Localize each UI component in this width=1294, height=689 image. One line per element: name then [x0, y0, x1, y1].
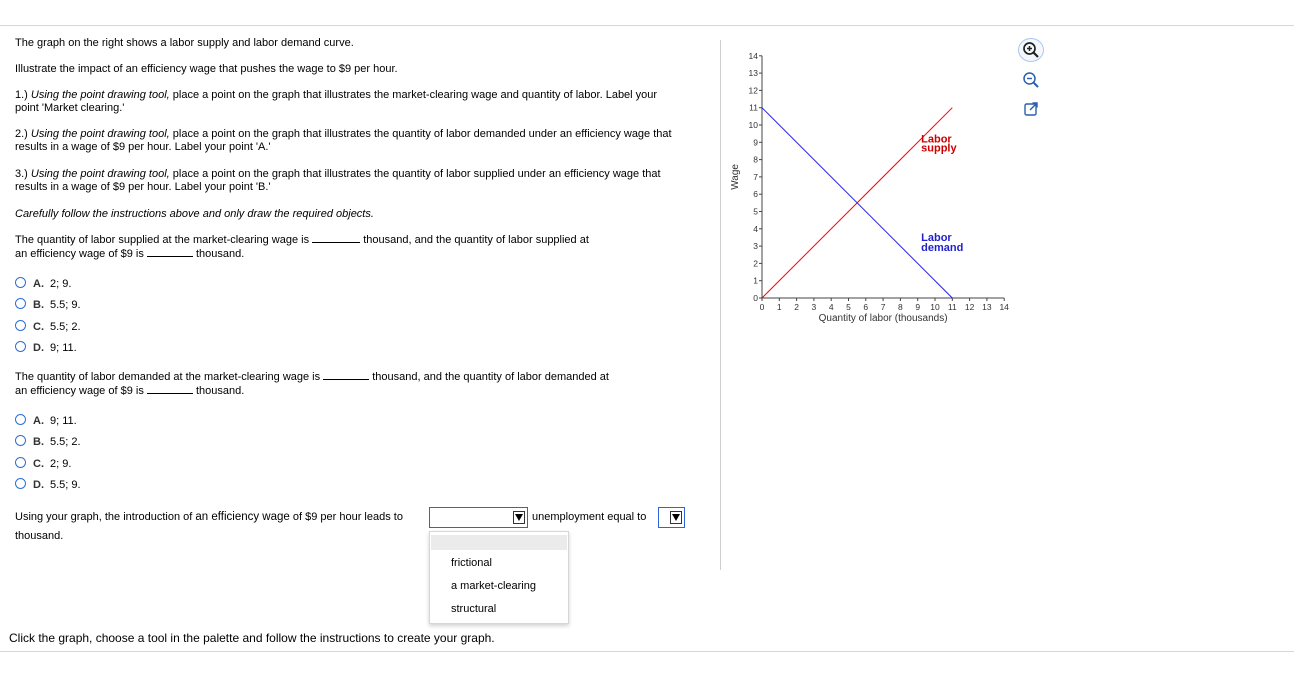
y-tick-label: 13	[748, 68, 758, 79]
step2-line2: results in a wage of $9 per hour. Label your point 'A.'	[15, 141, 271, 153]
q2-option-a-text: 9; 11.	[50, 415, 77, 427]
x-tick-label: 6	[863, 302, 869, 312]
step2-text	[15, 128, 672, 154]
radio-icon[interactable]	[15, 435, 26, 446]
x-tick-label: 9	[915, 302, 921, 312]
q1-option-c-text: 5.5; 2.	[50, 321, 81, 333]
q1-prompt	[15, 233, 589, 261]
x-tick-label: 12	[964, 302, 975, 312]
q1-line1a: The quantity of labor supplied at the market-clearing wage is	[15, 234, 310, 246]
q1-option-d[interactable]	[15, 341, 77, 355]
x-tick-label: 13	[982, 302, 992, 312]
q1-option-c[interactable]	[15, 320, 81, 334]
q1-line1b: thousand, and the quantity of labor supplied at	[363, 234, 589, 246]
y-tick-label: 12	[748, 85, 758, 96]
x-tick-label: 5	[846, 302, 851, 312]
step3-line1: place a point on the graph that illustrates the quantity of labor supplied under an efficiency wage that	[169, 168, 661, 180]
x-tick-label: 8	[898, 302, 903, 312]
q2-line1a: The quantity of labor demanded at the market-clearing wage is	[15, 371, 321, 383]
labor-supply-label-line2: supply	[921, 142, 957, 155]
radio-icon[interactable]	[15, 457, 26, 468]
q3-prefix-3: of $9 per hour leads to	[292, 511, 403, 523]
q2-line2a: an efficiency wage of $9 is	[15, 385, 144, 397]
external-link-icon	[1023, 101, 1039, 117]
q2-option-b[interactable]	[15, 435, 81, 449]
q1-blank-2	[147, 247, 193, 257]
careful-text: Carefully follow the instructions above and only draw the required objects.	[15, 208, 374, 220]
y-tick-label: 11	[749, 102, 758, 113]
q1-option-b-text: 5.5; 9.	[50, 299, 81, 311]
step1-tool: Using the point drawing tool,	[30, 89, 170, 101]
y-tick-label: 1	[753, 275, 758, 286]
q2-option-d-text: 5.5; 9.	[50, 479, 81, 491]
q3-prefix-2: an efficiency wage	[195, 511, 290, 523]
step1-line2: point 'Market clearing.'	[15, 102, 125, 114]
y-tick-label: 0	[753, 293, 758, 303]
step3-tool: Using the point drawing tool,	[30, 168, 170, 180]
q2-option-b-text: 5.5; 2.	[50, 436, 81, 448]
step1-num: 1.)	[15, 89, 31, 101]
labor-market-graph[interactable]	[725, 40, 1025, 340]
y-axis-title: Wage	[730, 164, 741, 190]
zoom-in-icon	[1022, 41, 1040, 59]
unemployment-type-dropdown	[429, 531, 569, 624]
q2-blank-1	[323, 370, 369, 380]
q1-option-a[interactable]	[15, 277, 71, 291]
q1-blank-1	[312, 233, 360, 243]
radio-icon[interactable]	[15, 478, 26, 489]
q2-line1b: thousand, and the quantity of labor demanded at	[372, 371, 609, 383]
unemployment-amount-select[interactable]	[658, 507, 685, 528]
q2-option-d-letter: D.	[33, 479, 44, 491]
dropdown-option-structural[interactable]: structural	[451, 603, 497, 615]
q3-prefix	[15, 511, 403, 524]
x-axis-title: Quantity of labor (thousands)	[818, 313, 948, 324]
q2-option-a[interactable]	[15, 414, 77, 428]
radio-icon[interactable]	[15, 320, 26, 331]
top-divider	[0, 25, 1294, 26]
dropdown-option-market-clearing[interactable]: a market-clearing	[451, 580, 536, 592]
q1-option-a-text: 2; 9.	[50, 278, 72, 290]
y-tick-label: 4	[753, 223, 758, 234]
graph-labels	[921, 133, 963, 254]
x-tick-label: 0	[759, 302, 765, 312]
panel-divider	[720, 40, 721, 570]
q1-line2a: an efficiency wage of $9 is	[15, 248, 144, 260]
intro-text: The graph on the right shows a labor supply and labor demand curve.	[15, 37, 354, 49]
step2-line1: place a point on the graph that illustrates the quantity of labor demanded under an efficiency wage that	[169, 128, 672, 140]
radio-icon[interactable]	[15, 414, 26, 425]
q2-option-c-text: 2; 9.	[50, 458, 72, 470]
q1-option-b[interactable]	[15, 298, 81, 312]
labor-demand-label-line1: Labor	[921, 231, 952, 244]
q3-middle: unemployment equal to	[532, 511, 647, 523]
labor-supply-label-line1: Labor	[921, 133, 952, 146]
radio-icon[interactable]	[15, 341, 26, 352]
step2-num: 2.)	[15, 128, 31, 140]
x-tick-label: 1	[776, 302, 782, 312]
chevron-down-icon[interactable]	[670, 511, 682, 524]
q1-option-c-letter: C.	[33, 321, 44, 333]
labor-demand-label-line2: demand	[921, 241, 964, 254]
y-tick-label: 2	[753, 258, 758, 269]
footer-instruction: Click the graph, choose a tool in the palette and follow the instructions to create your graph.	[9, 631, 495, 645]
q2-option-a-letter: A.	[33, 415, 44, 427]
step2-tool: Using the point drawing tool,	[30, 128, 170, 140]
step1-line1: place a point on the graph that illustrates the market-clearing wage and quantity of labor. Label your	[169, 89, 658, 101]
unemployment-type-select[interactable]	[429, 507, 528, 528]
step3-text	[15, 168, 661, 194]
q3-prefix-1: Using your graph, the introduction of	[15, 511, 193, 523]
q2-prompt	[15, 370, 609, 398]
y-tick-label: 8	[753, 154, 758, 165]
y-tick-label: 10	[748, 120, 758, 130]
step1-text	[15, 89, 657, 115]
q1-option-b-letter: B.	[33, 299, 44, 311]
q2-option-d[interactable]	[15, 478, 81, 492]
dropdown-option-frictional[interactable]: frictional	[451, 557, 492, 569]
y-tick-label: 14	[748, 50, 758, 61]
y-tick-label: 3	[753, 241, 758, 252]
x-tick-label: 14	[999, 302, 1009, 312]
radio-icon[interactable]	[15, 298, 26, 309]
bottom-divider	[0, 651, 1294, 652]
zoom-out-icon	[1022, 71, 1040, 89]
q1-option-a-letter: A.	[33, 278, 44, 290]
zoom-in-tool[interactable]	[1018, 38, 1044, 62]
x-tick-label: 2	[794, 302, 799, 312]
x-tick-label: 3	[811, 302, 817, 312]
q2-option-c-letter: C.	[33, 458, 44, 470]
y-tick-label: 6	[753, 189, 758, 200]
q2-option-b-letter: B.	[33, 436, 44, 448]
graph-axes	[730, 51, 1009, 324]
x-tick-label: 11	[947, 302, 957, 312]
popout-tool[interactable]	[1018, 97, 1044, 121]
q1-option-d-letter: D.	[33, 342, 44, 354]
x-tick-label: 4	[828, 302, 834, 312]
q2-option-c[interactable]	[15, 457, 71, 471]
illustrate-text: Illustrate the impact of an efficiency wage that pushes the wage to $9 per hour.	[15, 63, 398, 75]
dropdown-empty-option[interactable]	[431, 535, 567, 550]
x-tick-label: 10	[930, 302, 940, 312]
y-tick-label: 9	[753, 137, 758, 148]
q3-suffix: thousand.	[15, 530, 64, 542]
y-tick-label: 5	[753, 206, 758, 217]
q2-blank-2	[147, 384, 193, 394]
q2-line2b: thousand.	[195, 385, 245, 397]
radio-icon[interactable]	[15, 277, 26, 288]
zoom-out-tool[interactable]	[1018, 68, 1044, 92]
step3-num: 3.)	[15, 168, 31, 180]
q1-option-d-text: 9; 11.	[50, 342, 77, 354]
y-tick-label: 7	[753, 171, 758, 182]
x-tick-label: 7	[880, 302, 886, 312]
chevron-down-icon[interactable]	[513, 511, 525, 524]
step3-line2: results in a wage of $9 per hour. Label your point 'B.'	[15, 181, 271, 193]
q1-line2b: thousand.	[195, 248, 245, 260]
